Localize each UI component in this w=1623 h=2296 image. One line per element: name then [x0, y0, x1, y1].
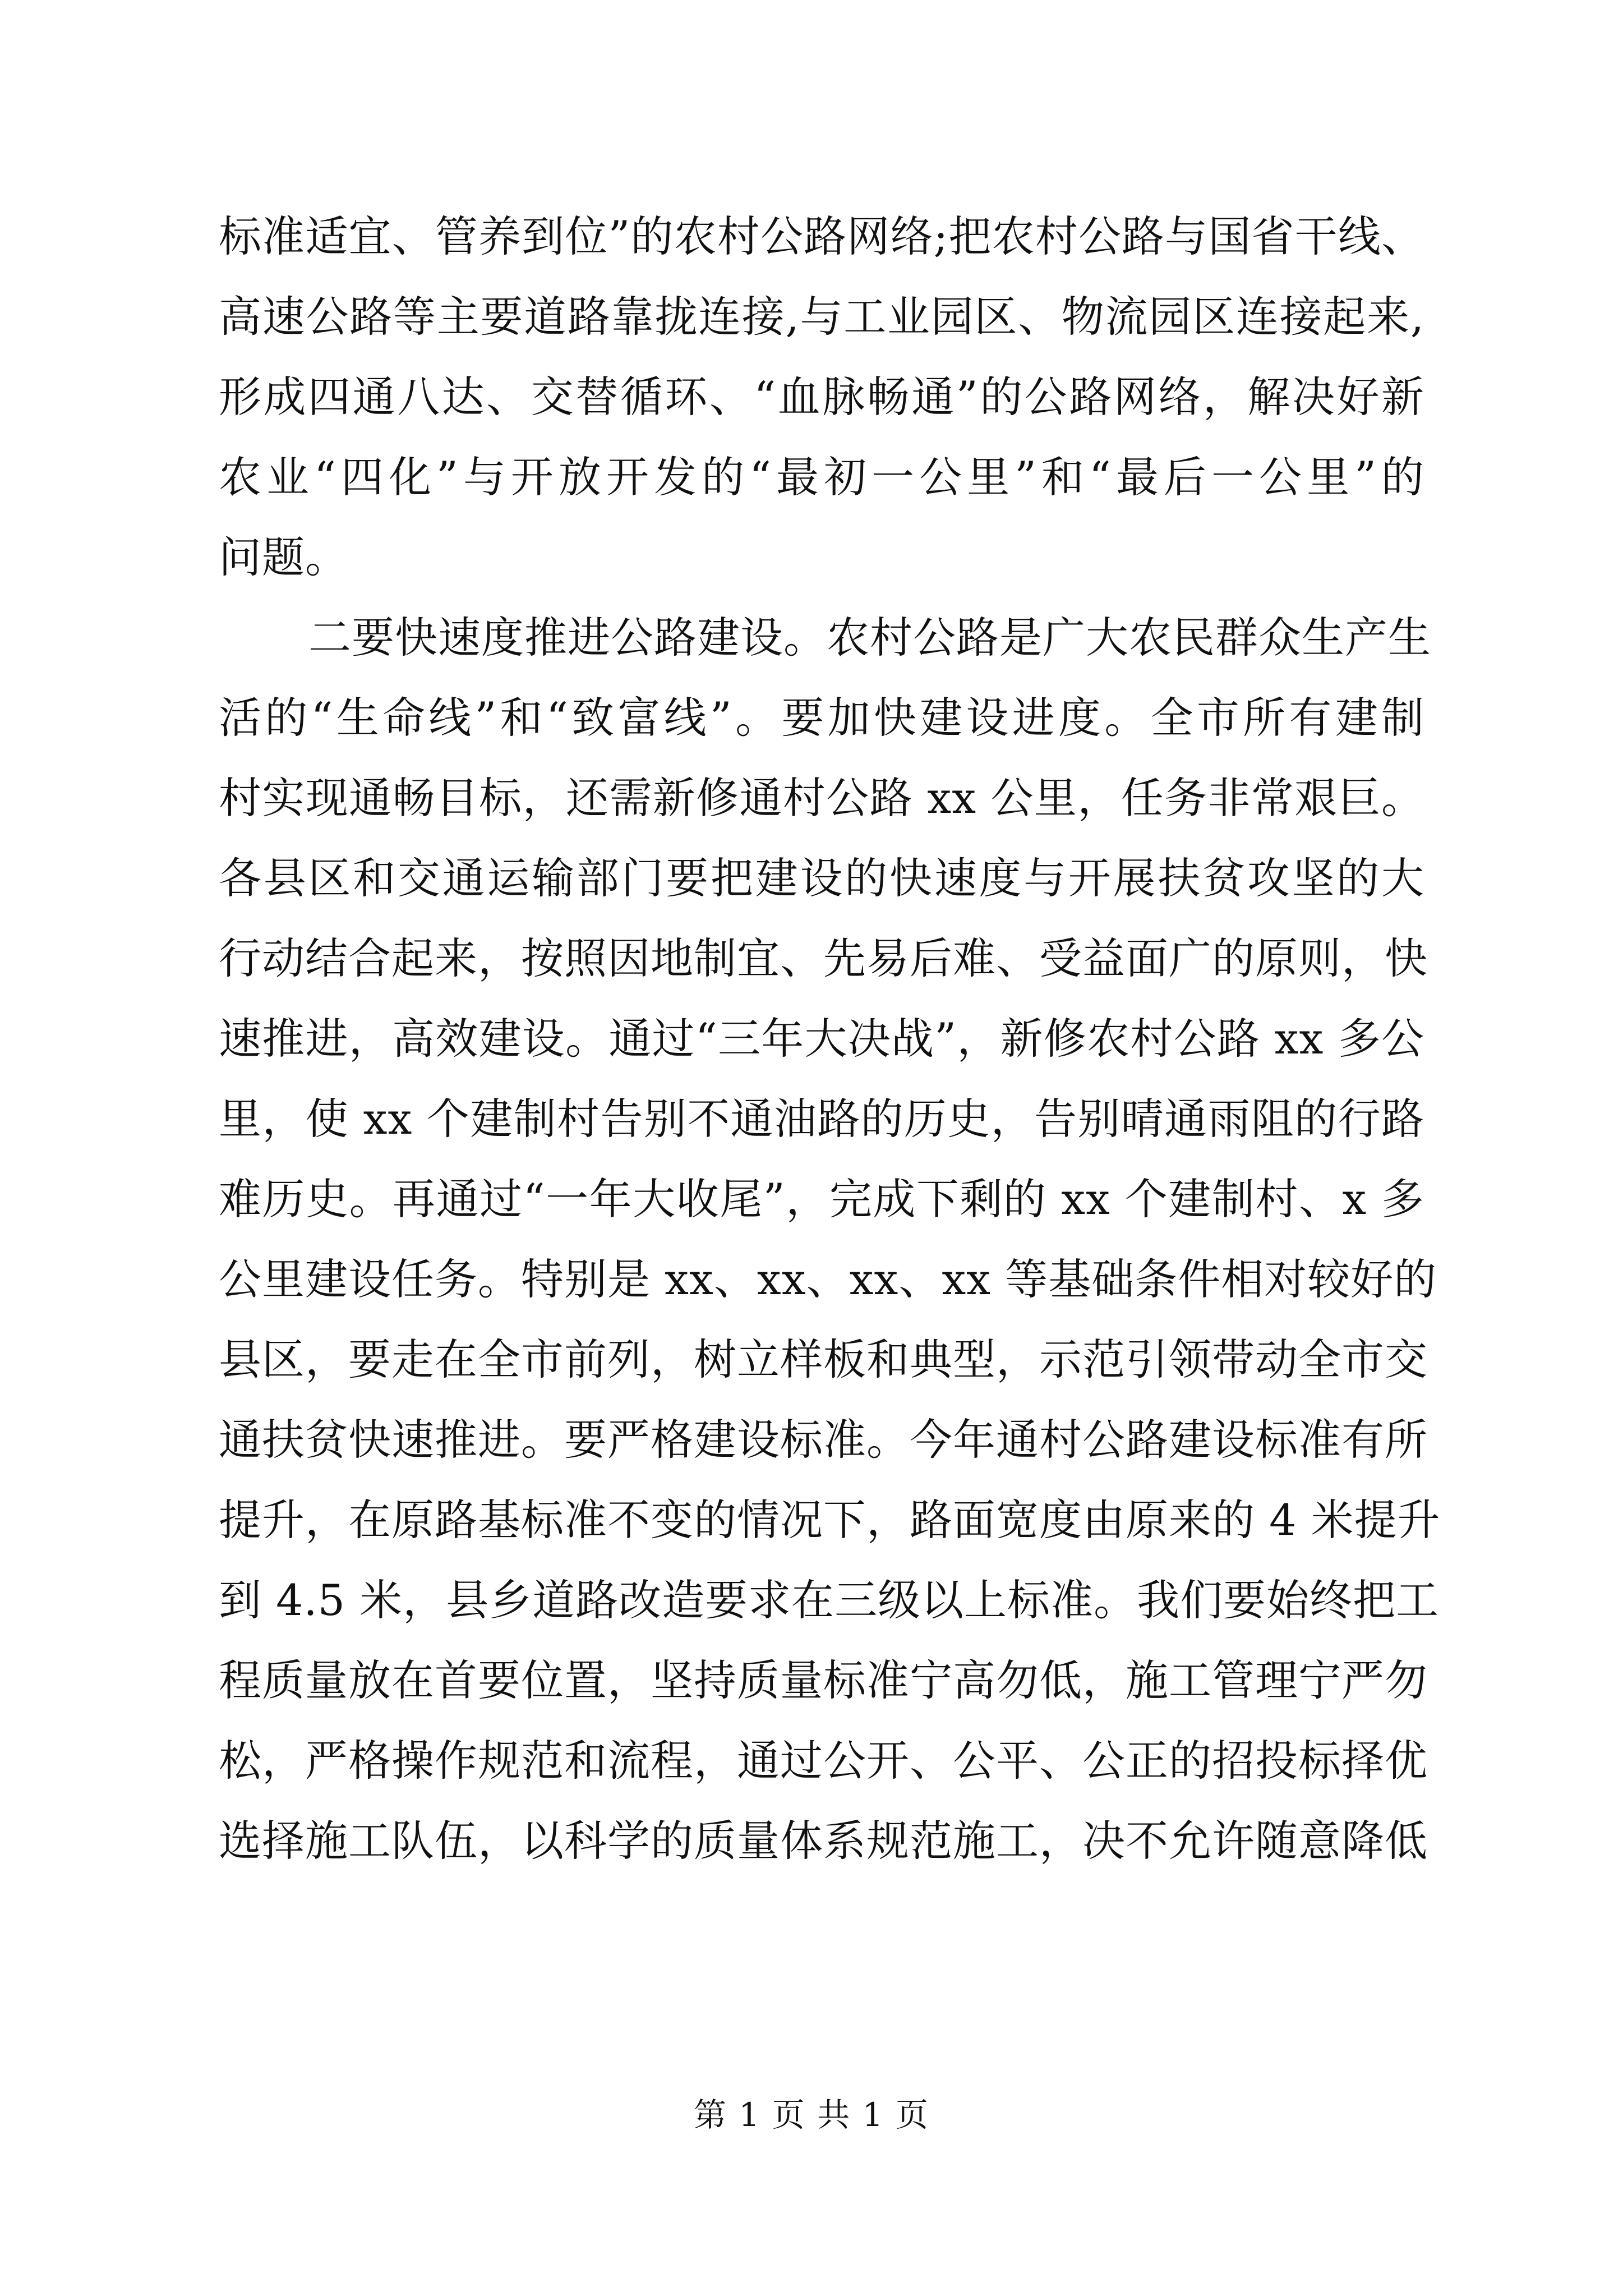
text-line: 提升，在原路基标准不变的情况下，路面宽度由原来的 4 米提升 — [219, 1495, 1441, 1545]
text-line: 行动结合起来，按照因地制宜、先易后难、受益面广的原则，快 — [219, 933, 1428, 983]
page-footer: 第 1 页 共 1 页 — [694, 2096, 929, 2134]
text-line: 农业“四化”与开放开发的“最初一公里”和“最后一公里”的 — [219, 452, 1424, 502]
text-line: 速推进，高效建设。通过“三年大决战”，新修农村公路 xx 多公 — [219, 1014, 1424, 1064]
text-line: 到 4.5 米，县乡道路改造要求在三级以上标准。我们要始终把工 — [219, 1575, 1440, 1625]
text-line: 通扶贫快速推进。要严格建设标准。今年通村公路建设标准有所 — [219, 1415, 1428, 1465]
text-line: 高速公路等主要道路靠拢连接,与工业园区、物流园区连接起来, — [219, 292, 1424, 342]
text-line: 活的“生命线”和“致富线”。要加快建设进度。全市所有建制 — [219, 693, 1424, 743]
text-line: 各县区和交通运输部门要把建设的快速度与开展扶贫攻坚的大 — [219, 853, 1424, 903]
text-line: 县区，要走在全市前列，树立样板和典型，示范引领带动全市交 — [219, 1335, 1428, 1384]
text-line: 问题。 — [219, 532, 348, 582]
text-line: 程质量放在首要位置，坚持质量标准宁高勿低，施工管理宁严勿 — [219, 1655, 1428, 1705]
text-line: 形成四通八达、交替循环、“血脉畅通”的公路网络，解决好新 — [219, 372, 1424, 422]
text-line: 里，使 xx 个建制村告别不通油路的历史，告别晴通雨阻的行路 — [219, 1094, 1424, 1144]
text-line: 松，严格操作规范和流程，通过公开、公平、公正的招投标择优 — [219, 1736, 1428, 1786]
text-line: 标准适宜、管养到位”的农村公路网络;把农村公路与国省干线、 — [219, 211, 1424, 261]
text-line: 难历史。再通过“一年大收尾”，完成下剩的 xx 个建制村、x 多 — [219, 1174, 1424, 1224]
text-line: 公里建设任务。特别是 xx、xx、xx、xx 等基础条件相对较好的 — [219, 1254, 1437, 1304]
paragraph-first-line: 二要快速度推进公路建设。农村公路是广大农民群众生产生 — [308, 613, 1431, 662]
text-line: 选择施工队伍，以科学的质量体系规范施工，决不允许随意降低 — [219, 1816, 1428, 1866]
text-line: 村实现通畅目标，还需新修通村公路 xx 公里，任务非常艰巨。 — [219, 773, 1424, 823]
